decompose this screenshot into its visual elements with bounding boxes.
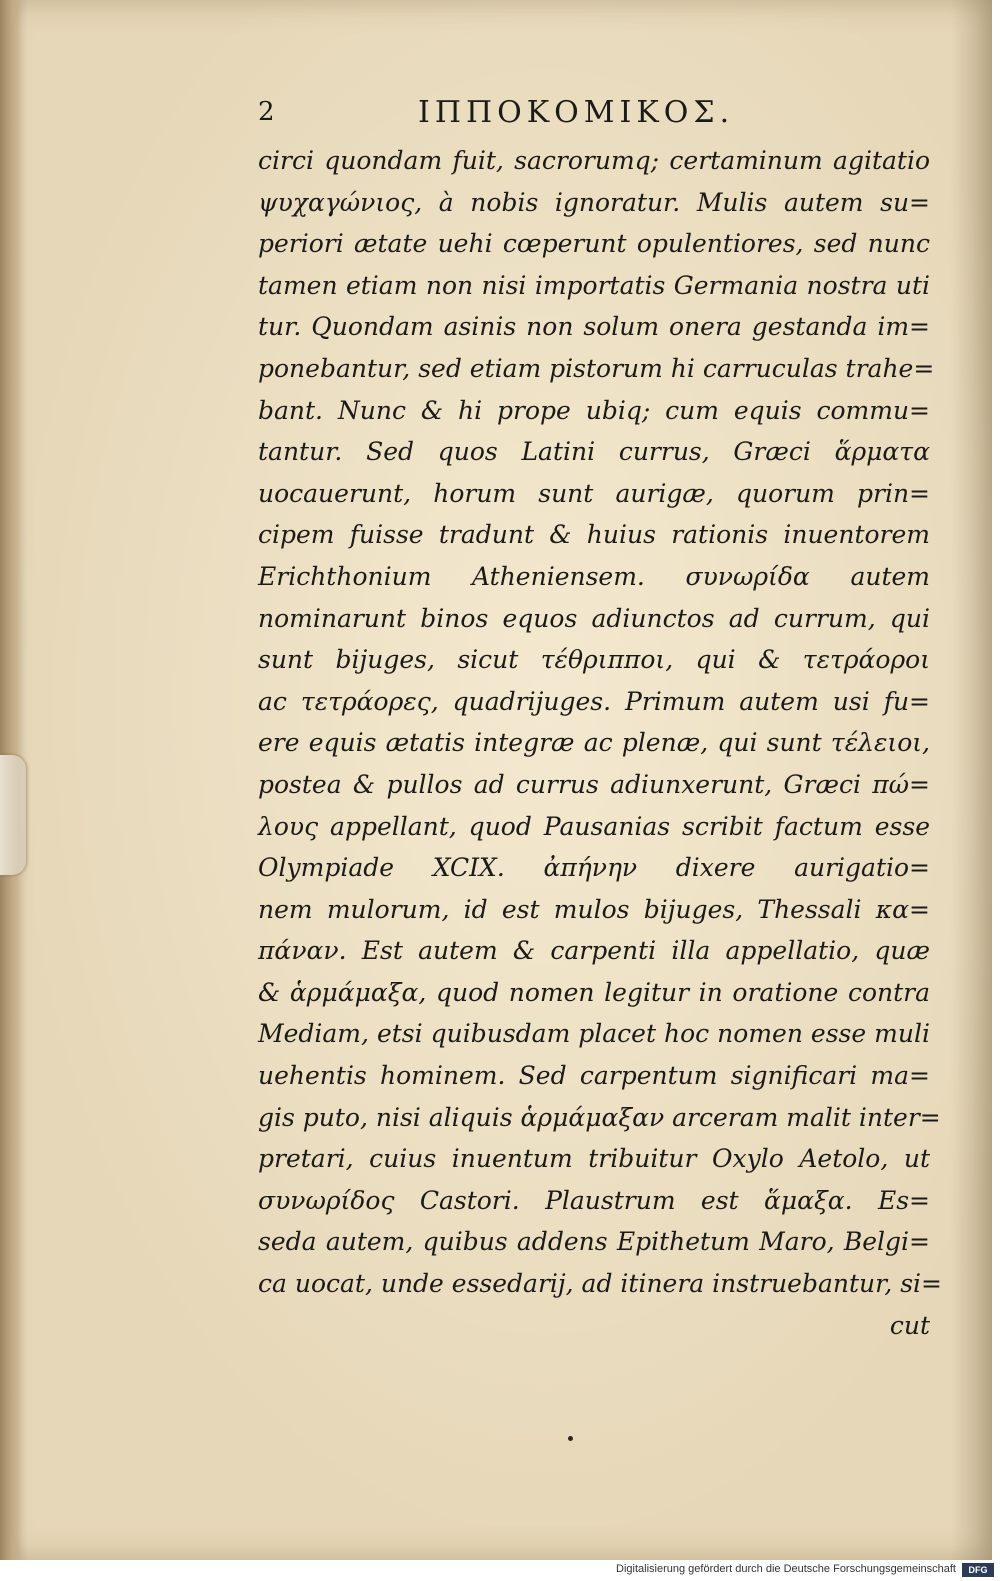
text-line: πάναν. Est autem & carpenti illa appellatio, quæ — [258, 936, 930, 966]
digitization-footer — [0, 1560, 1000, 1581]
catchword: cut — [889, 1310, 930, 1340]
body-text — [258, 140, 942, 1346]
text-line: nem mulorum, id est mulos bijuges, Thessali κα= — [258, 894, 930, 924]
text-line: seda autem, quibus addens Epithetum Maro, Belgi= — [258, 1227, 930, 1257]
text-line: gis puto, nisi aliquis ἁρμάμαξαν arceram malit inter= — [258, 1102, 941, 1132]
page-header — [258, 95, 926, 135]
text-line: nominarunt binos equos adiunctos ad currum, qui — [258, 603, 930, 633]
edge-clip — [0, 755, 26, 875]
text-line: Olympiade XCIX. ἀπήνην dixere aurigatio= — [258, 853, 930, 883]
text-line: postea & pullos ad currus adiunxerunt, Græci πώ= — [258, 769, 930, 799]
text-line: pretari, cuius inuentum tribuitur Oxylo Aetolo, ut — [258, 1144, 930, 1174]
text-line: tantur. Sed quos Latini currus, Græci ἅρματα — [258, 437, 930, 467]
text-line: & ἁρμάμαξα, quod nomen legitur in oratione contra — [258, 977, 930, 1007]
text-line: cipem fuisse tradunt & huius rationis inuentorem — [258, 520, 930, 550]
text-line: λους appellant, quod Pausanias scribit factum esse — [258, 811, 930, 841]
text-line: bant. Nunc & hi prope ubiq; cum equis commu= — [258, 395, 930, 425]
text-line: tamen etiam non nisi importatis Germania nostra uti — [258, 270, 930, 300]
ink-speck — [568, 1436, 573, 1441]
text-line: circi quondam fuit, sacrorumq; certaminum agitatio — [258, 146, 930, 175]
text-line: ψυχαγώνιος, à nobis ignoratur. Mulis autem su= — [258, 187, 930, 217]
text-line: ca uocat, unde essedarij, ad itinera instruebantur, si= — [258, 1269, 942, 1299]
text-line: συνωρίδος Castori. Plaustrum est ἅμαξα. Es= — [258, 1185, 930, 1215]
dfg-logo: DFG — [962, 1563, 994, 1577]
text-line: ponebantur, sed etiam pistorum hi carruculas trahe= — [258, 353, 935, 383]
footer-credit: Digitalisierung gefördert durch die Deutsche Forschungsgemeinschaft — [616, 1563, 956, 1575]
text-line: sunt bijuges, sicut τέθριπποι, qui & τετράοροι — [258, 645, 930, 675]
text-line: Mediam, etsi quibusdam placet hoc nomen esse muli — [258, 1019, 930, 1049]
text-line: ere equis ætatis integræ ac plenæ, qui sunt τέλειοι, — [258, 728, 930, 758]
text-line: uocauerunt, horum sunt aurigæ, quorum prin= — [258, 478, 930, 508]
text-line: uehentis hominem. Sed carpentum significari ma= — [258, 1061, 930, 1091]
text-line: periori ætate uehi cœperunt opulentiores, sed nunc — [258, 229, 930, 259]
text-line: Erichthonium Atheniensem. συνωρίδα autem — [258, 561, 930, 591]
running-head: ΙΠΠΟΚΟΜΙΚΟΣ. — [418, 95, 735, 130]
page-number: 2 — [258, 97, 275, 127]
text-line: tur. Quondam asinis non solum onera gestanda im= — [258, 312, 930, 342]
text-line: ac τετράορες, quadrijuges. Primum autem usi fu= — [258, 686, 930, 716]
